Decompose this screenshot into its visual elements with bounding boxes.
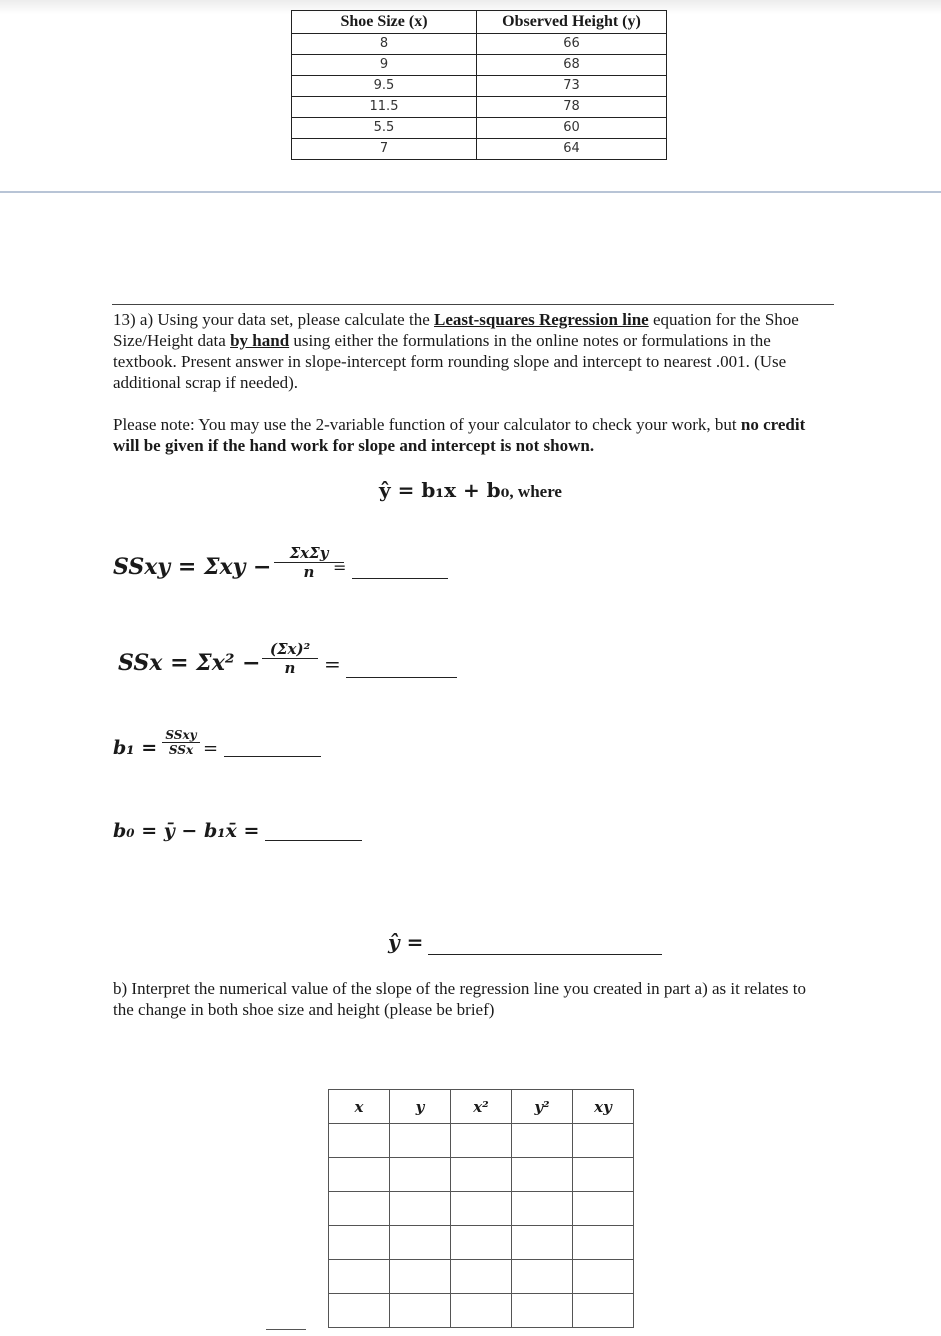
work-cell[interactable] bbox=[390, 1192, 451, 1226]
work-row bbox=[329, 1226, 634, 1260]
table-cell: 73 bbox=[477, 76, 667, 97]
b1-formula: b₁ = bbox=[113, 737, 158, 759]
b0-formula: b₀ = ȳ − b₁x̄ = bbox=[113, 820, 260, 842]
work-header-y: y bbox=[390, 1090, 451, 1124]
b1-answer-blank[interactable] bbox=[224, 756, 321, 757]
work-row bbox=[329, 1260, 634, 1294]
work-cell[interactable] bbox=[451, 1158, 512, 1192]
work-cell[interactable] bbox=[390, 1124, 451, 1158]
ssx-fraction bbox=[262, 640, 318, 677]
work-cell[interactable] bbox=[512, 1124, 573, 1158]
question-a-part2: equation for the Shoe Size/Height data bbox=[113, 310, 799, 350]
ssx-answer-blank[interactable] bbox=[346, 677, 457, 678]
header-shoe-size: Shoe Size (x) bbox=[292, 11, 477, 34]
work-table bbox=[328, 1089, 634, 1328]
work-row bbox=[329, 1294, 634, 1328]
regression-formula: ŷ = b₁x + b₀ bbox=[379, 478, 510, 502]
table-cell: 66 bbox=[477, 34, 667, 55]
table-cell: 9 bbox=[292, 55, 477, 76]
work-cell[interactable] bbox=[451, 1260, 512, 1294]
table-cell: 60 bbox=[477, 118, 667, 139]
work-cell[interactable] bbox=[329, 1124, 390, 1158]
work-cell[interactable] bbox=[573, 1294, 634, 1328]
work-cell[interactable] bbox=[451, 1294, 512, 1328]
table-row bbox=[292, 76, 667, 97]
work-cell[interactable] bbox=[390, 1260, 451, 1294]
work-cell[interactable] bbox=[390, 1158, 451, 1192]
work-cell[interactable] bbox=[451, 1192, 512, 1226]
ssxy-answer-blank[interactable] bbox=[352, 578, 448, 579]
table-cell: 7 bbox=[292, 139, 477, 160]
table-cell: 11.5 bbox=[292, 97, 477, 118]
b1-denominator: SSx bbox=[168, 743, 194, 757]
b0-answer-blank[interactable] bbox=[265, 840, 362, 841]
work-cell[interactable] bbox=[573, 1124, 634, 1158]
header-observed-height: Observed Height (y) bbox=[477, 11, 667, 34]
b1-fraction bbox=[162, 728, 200, 757]
work-cell[interactable] bbox=[451, 1124, 512, 1158]
work-cell[interactable] bbox=[573, 1192, 634, 1226]
question-a-part1: 13) a) Using your data set, please calculate the bbox=[113, 310, 434, 329]
work-cell[interactable] bbox=[512, 1192, 573, 1226]
work-cell[interactable] bbox=[512, 1226, 573, 1260]
work-header-y2: y² bbox=[512, 1090, 573, 1124]
ssxy-numerator: ΣxΣy bbox=[274, 544, 344, 563]
by-hand-emphasis: by hand bbox=[230, 331, 290, 350]
note-bold: no credit will be given if the hand work for slope and intercept is not shown. bbox=[113, 415, 806, 455]
regression-equation bbox=[0, 478, 941, 503]
where-text: , where bbox=[509, 482, 562, 501]
ssx-formula: SSx = Σx² − bbox=[118, 650, 261, 676]
shoe-height-table bbox=[291, 10, 667, 160]
table-row bbox=[292, 118, 667, 139]
work-cell[interactable] bbox=[329, 1192, 390, 1226]
question-a-part3: using either the formulations in the online notes or formulations in the textbook. Present answer in slope-intercept form rounding slope and intercept to nearest .001. (Use additional scrap if needed). bbox=[113, 331, 787, 392]
work-header-x2: x² bbox=[451, 1090, 512, 1124]
yhat-answer-blank[interactable] bbox=[428, 954, 662, 955]
ssx-numerator: (Σx)² bbox=[262, 640, 318, 659]
work-cell[interactable] bbox=[573, 1260, 634, 1294]
question-a-note bbox=[113, 414, 828, 456]
table-cell: 78 bbox=[477, 97, 667, 118]
question-a-text bbox=[113, 309, 828, 393]
table-row bbox=[292, 55, 667, 76]
table-cell: 64 bbox=[477, 139, 667, 160]
work-cell[interactable] bbox=[512, 1158, 573, 1192]
question-b-text: b) Interpret the numerical value of the slope of the regression line you created in part a) as it relates to the change in both shoe size and height (please be brief) bbox=[113, 979, 806, 1019]
ssxy-denominator: n bbox=[303, 563, 315, 581]
yhat-formula: ŷ = bbox=[388, 930, 424, 954]
work-row bbox=[329, 1192, 634, 1226]
b1-equals: = bbox=[203, 738, 219, 759]
page-divider bbox=[0, 191, 941, 193]
work-cell[interactable] bbox=[329, 1226, 390, 1260]
work-cell[interactable] bbox=[390, 1226, 451, 1260]
work-cell[interactable] bbox=[512, 1260, 573, 1294]
table-row bbox=[292, 97, 667, 118]
table-row bbox=[292, 34, 667, 55]
ssxy-formula: SSxy = Σxy − bbox=[113, 554, 272, 580]
work-cell[interactable] bbox=[451, 1226, 512, 1260]
least-squares-emphasis: Least-squares Regression line bbox=[433, 310, 649, 329]
b1-numerator: SSxy bbox=[162, 728, 200, 743]
ssxy-equals: = bbox=[333, 558, 347, 577]
table-cell: 8 bbox=[292, 34, 477, 55]
work-cell[interactable] bbox=[573, 1226, 634, 1260]
work-header-x: x bbox=[329, 1090, 390, 1124]
work-cell[interactable] bbox=[512, 1294, 573, 1328]
table-cell: 5.5 bbox=[292, 118, 477, 139]
work-header-xy: xy bbox=[573, 1090, 634, 1124]
work-cell[interactable] bbox=[329, 1260, 390, 1294]
work-cell[interactable] bbox=[390, 1294, 451, 1328]
work-cell[interactable] bbox=[573, 1158, 634, 1192]
section-rule bbox=[112, 304, 834, 305]
work-cell[interactable] bbox=[329, 1158, 390, 1192]
ssx-denominator: n bbox=[284, 659, 296, 677]
note-plain: Please note: You may use the 2-variable function of your calculator to check your work, but bbox=[113, 415, 741, 434]
work-cell[interactable] bbox=[329, 1294, 390, 1328]
table-cell: 68 bbox=[477, 55, 667, 76]
work-row bbox=[329, 1124, 634, 1158]
table-row bbox=[292, 139, 667, 160]
work-row bbox=[329, 1158, 634, 1192]
ssx-equals: = bbox=[324, 652, 341, 676]
table-cell: 9.5 bbox=[292, 76, 477, 97]
